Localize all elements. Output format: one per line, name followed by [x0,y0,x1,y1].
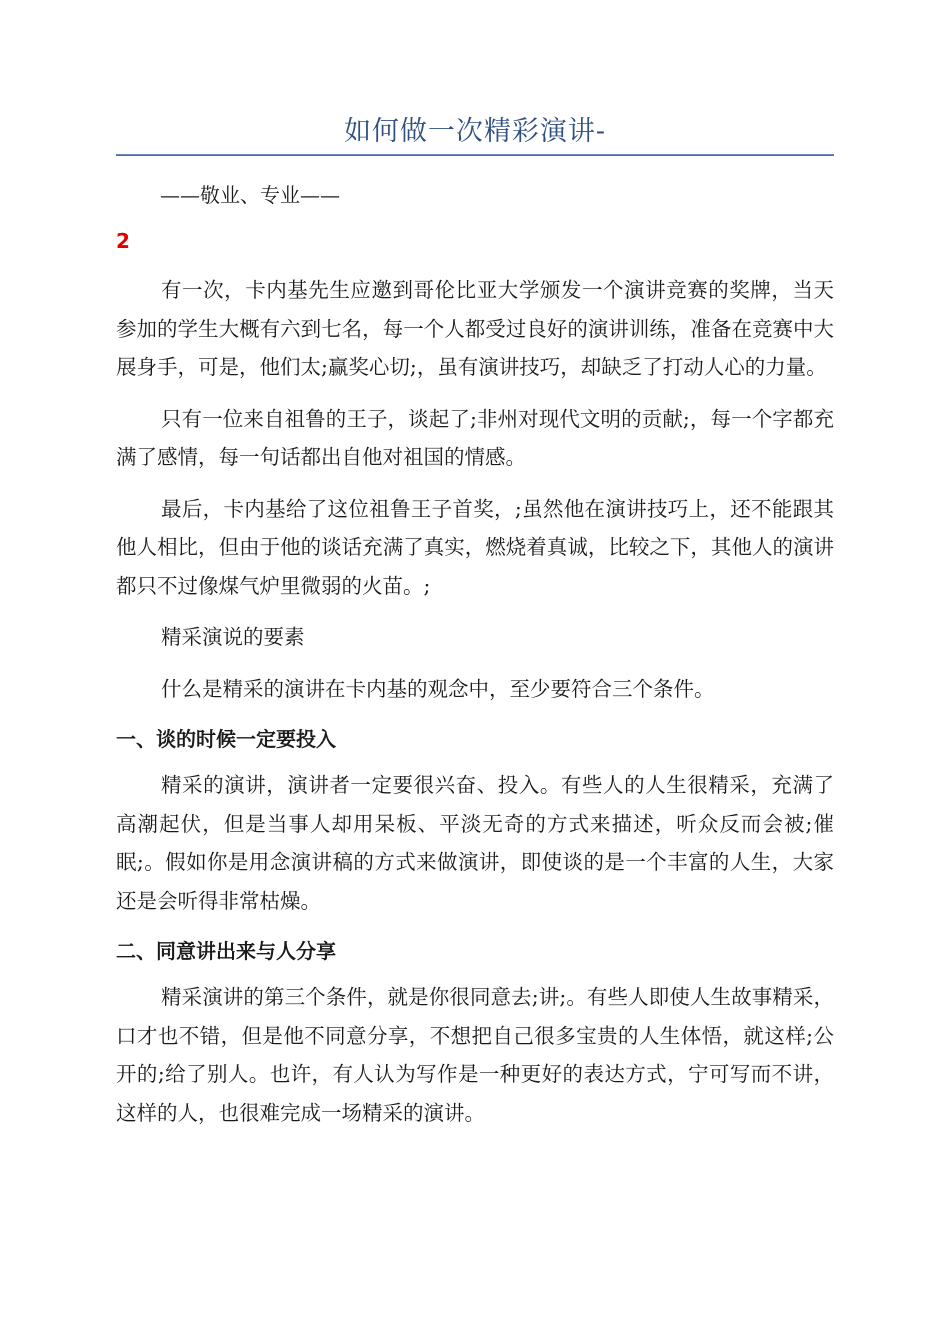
document-title: 如何做一次精彩演讲- [343,116,607,147]
title-underline [116,154,834,156]
paragraph: 最后，卡内基给了这位祖鲁王子首奖，;虽然他在演讲技巧上，还不能跟其他人相比，但由于他的谈话充满了真实，燃烧着真诚，比较之下，其他人的演讲都只不过像煤气炉里微弱的火苗。; [116,496,834,598]
section-heading: 二、同意讲出来与人分享 [116,939,336,963]
section-heading: 一、谈的时候一定要投入 [116,727,336,751]
document-page [116,0,834,1132]
paragraph: 只有一位来自祖鲁的王子，谈起了;非州对现代文明的贡献;，每一个字都充满了感情，每一句话都出自他对祖国的情感。 [116,406,834,469]
section-body: 精采的演讲，演讲者一定要很兴奋、投入。有些人的人生很精采，充满了高潮起伏，但是当事人却用呆板、平淡无奇的方式来描述，听众反而会被;催眠;。假如你是用念演讲稿的方式来做演讲，即使谈的是一个丰富的人生，大家还是会听得非常枯燥。 [116,773,834,913]
paragraph: 有一次，卡内基先生应邀到哥伦比亚大学颁发一个演讲竞赛的奖牌，当天参加的学生大概有六到七名，每一个人都受过良好的演讲训练，准备在竞赛中大展身手，可是，他们太;赢奖心切;，虽有演讲技巧，却缺乏了打动人心的力量。 [116,278,834,379]
paragraph: 精采演说的要素 [161,625,305,649]
page-number: 2 [116,229,130,253]
section-body: 精采演讲的第三个条件，就是你很同意去;讲;。有些人即使人生故事精采，口才也不错，但是他不同意分享，不想把自己很多宝贵的人生体悟，就这样;公开的;给了别人。也许，有人认为写作是一种更好的表达方式，宁可写而不讲，这样的人，也很难完成一场精采的演讲。 [116,985,834,1125]
paragraph: 什么是精采的演讲在卡内基的观念中，至少要符合三个条件。 [161,676,715,701]
document-subtitle: ——敬业、专业—— [160,183,340,207]
